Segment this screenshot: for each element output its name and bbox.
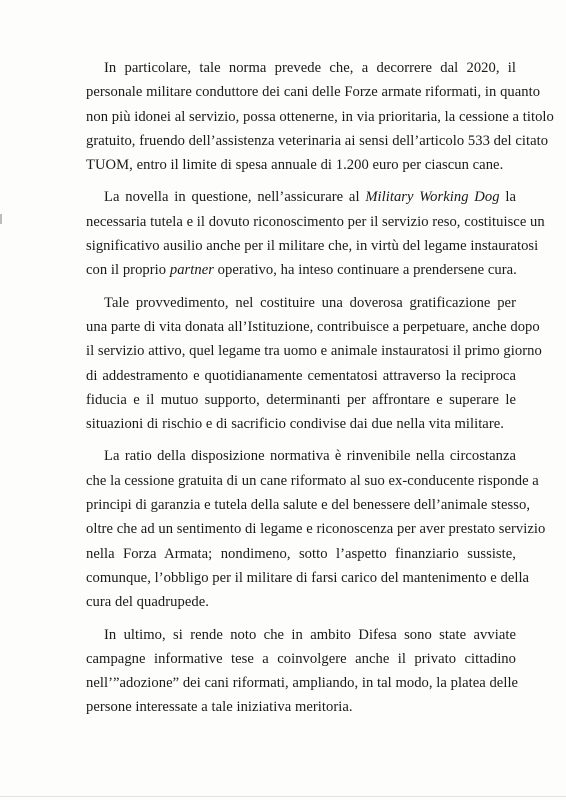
text-line: comunque, l’obbligo per il militare di farsi carico del mantenimento e della	[86, 569, 530, 586]
text-line: gratuito, fruendo dell’assistenza veterinaria ai sensi dell’articolo 533 del citato	[86, 132, 549, 149]
text-line: oltre che ad un sentimento di legame e riconoscenza per aver prestato servizio	[86, 521, 546, 538]
paragraph-3	[86, 291, 542, 437]
text-segment: con il proprio	[86, 262, 167, 279]
italic-term: Military Working Dog	[365, 189, 500, 206]
text-segment: la	[499, 189, 516, 206]
text-line: una parte di vita donata all’Istituzione, contribuisce a perpetuare, anche dopo	[86, 318, 540, 335]
italic-term: partner	[169, 262, 214, 279]
scan-artifact	[0, 796, 566, 797]
text-line: principi di garanzia e tutela della salute e del benessere dell’animale stesso,	[86, 497, 531, 514]
text-line	[86, 185, 516, 209]
paragraph-2	[86, 185, 545, 282]
text-line: necessaria tutela e il dovuto riconoscimento per il servizio reso, costituisce un	[86, 213, 545, 230]
text-line: significativo ausilio anche per il militare che, in virtù del legame instauratosi	[86, 238, 539, 255]
paragraph-4	[86, 444, 546, 614]
text-line: fiducia e il mutuo supporto, determinanti per affrontare e superare le	[86, 391, 516, 408]
text-line: di addestramento e quotidianamente cementatosi attraverso la reciproca	[86, 367, 516, 384]
text-segment: La novella in questione, nell’assicurare al	[104, 189, 360, 206]
text-line: cura del quadrupede.	[86, 594, 209, 611]
text-line: campagne informative tese a coinvolgere anche il privato cittadino	[86, 650, 516, 667]
text-line: La ratio della disposizione normativa è rinvenibile nella circostanza	[104, 448, 516, 465]
text-line: non più idonei al servizio, possa ottenerne, in via prioritaria, la cessione a titolo	[86, 108, 554, 125]
text-line: In ultimo, si rende noto che in ambito Difesa sono state avviate	[104, 626, 516, 643]
text-line: il servizio attivo, quel legame tra uomo e animale instauratosi il primo giorno	[86, 343, 542, 360]
paragraph-5	[86, 623, 519, 720]
paragraph-1	[86, 56, 554, 177]
text-line: In particolare, tale norma prevede che, a decorrere dal 2020, il	[104, 60, 516, 76]
text-line: TUOM, entro il limite di spesa annuale di 1.200 euro per ciascun cane.	[86, 157, 504, 174]
text-line	[86, 258, 516, 282]
text-segment: operativo, ha inteso continuare a prendersene cura.	[213, 262, 517, 279]
text-line: nell’”adozione” dei cani riformati, ampliando, in tal modo, la platea delle	[86, 675, 519, 692]
text-line: persone interessate a tale iniziativa meritoria.	[86, 699, 353, 716]
document-body	[86, 56, 554, 728]
text-line: Tale provvedimento, nel costituire una doverosa gratificazione per	[104, 294, 516, 311]
text-line: situazioni di rischio e di sacrificio condivise dai due nella vita militare.	[86, 416, 504, 433]
text-line: personale militare conduttore dei cani delle Forze armate riformati, in quanto	[86, 84, 541, 101]
text-line: che la cessione gratuita di un cane riformato al suo ex-conducente risponde a	[86, 472, 539, 489]
scan-artifact	[0, 214, 2, 224]
text-line: nella Forza Armata; nondimeno, sotto l’aspetto finanziario sussiste,	[86, 545, 516, 562]
